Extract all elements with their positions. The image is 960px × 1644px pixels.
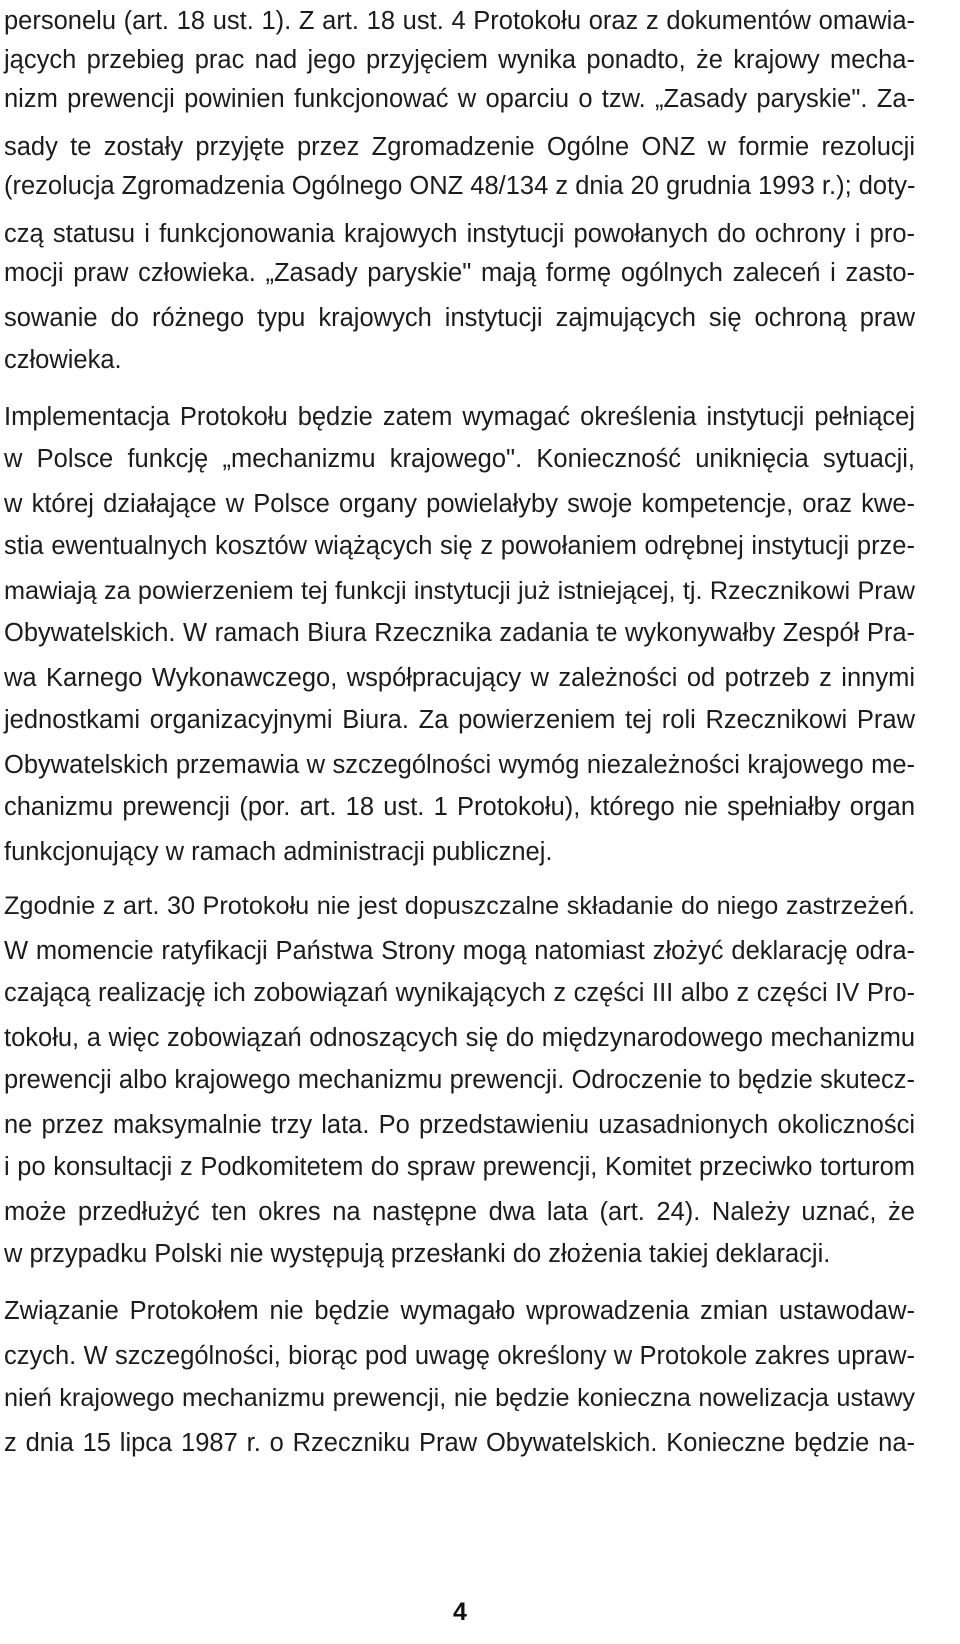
text-line: Związanie Protokołem nie będzie wymagało wprowadzenia zmian ustawodaw- [4,1297,915,1325]
text-line: wa Karnego Wykonawczego, współpracujący w zależności od potrzeb z innymi [4,664,915,692]
text-line: funkcjonujący w ramach administracji publicznej. [4,838,553,866]
text-line: jednostkami organizacyjnymi Biura. Za powierzeniem tej roli Rzecznikowi Praw [4,706,915,734]
text-line: Obywatelskich. W ramach Biura Rzecznika zadania te wykonywałby Zespół Pra- [4,619,915,647]
text-line: Implementacja Protokołu będzie zatem wymagać określenia instytucji pełniącej [4,403,915,431]
text-line: Zgodnie z art. 30 Protokołu nie jest dopuszczalne składanie do niego zastrzeżeń. [4,892,915,920]
text-line: w Polsce funkcję „mechanizmu krajowego". Konieczność uniknięcia sytuacji, [4,445,915,473]
text-line: ne przez maksymalnie trzy lata. Po przedstawieniu uzasadnionych okoliczności [4,1111,915,1139]
text-line: jących przebieg prac nad jego przyjęciem wynika ponadto, że krajowy mecha- [4,46,915,74]
text-line: w której działające w Polsce organy powielałyby swoje kompetencje, oraz kwe- [4,490,915,518]
text-line: chanizmu prewencji (por. art. 18 ust. 1 Protokołu), którego nie spełniałby organ [4,793,915,821]
text-line: nizm prewencji powinien funkcjonować w oparciu o tzw. „Zasady paryskie". Za- [4,85,915,113]
text-line: mawiają za powierzeniem tej funkcji instytucji już istniejącej, tj. Rzecznikowi Praw [4,577,915,605]
text-line: czych. W szczególności, biorąc pod uwagę określony w Protokole zakres upraw- [4,1342,915,1370]
text-line: czającą realizację ich zobowiązań wynikających z części III albo z części IV Pro- [4,979,915,1007]
text-line: czą statusu i funkcjonowania krajowych instytucji powołanych do ochrony i pro- [4,220,915,248]
text-line: mocji praw człowieka. „Zasady paryskie" mają formę ogólnych zaleceń i zasto- [4,259,915,287]
text-line: i po konsultacji z Podkomitetem do spraw prewencji, Komitet przeciwko torturom [4,1153,915,1181]
text-line: prewencji albo krajowego mechanizmu prewencji. Odroczenie to będzie skutecz- [4,1066,915,1094]
text-line: Obywatelskich przemawia w szczególności wymóg niezależności krajowego me- [4,751,915,779]
text-line: z dnia 15 lipca 1987 r. o Rzeczniku Praw Obywatelskich. Konieczne będzie na- [4,1429,915,1457]
text-line: W momencie ratyfikacji Państwa Strony mogą natomiast złożyć deklarację odra- [4,937,915,965]
text-line: człowieka. [4,346,122,374]
text-line: stia ewentualnych kosztów wiążących się z powołaniem odrębnej instytucji prze- [4,532,915,560]
text-line: tokołu, a więc zobowiązań odnoszących się do międzynarodowego mechanizmu [4,1024,915,1052]
text-line: sady te zostały przyjęte przez Zgromadzenie Ogólne ONZ w formie rezolucji [4,133,915,161]
text-line: (rezolucja Zgromadzenia Ogólnego ONZ 48/134 z dnia 20 grudnia 1993 r.); doty- [4,172,916,200]
text-line: nień krajowego mechanizmu prewencji, nie będzie konieczna nowelizacja ustawy [4,1384,915,1412]
text-line: sowanie do różnego typu krajowych instytucji zajmujących się ochroną praw [4,304,915,332]
text-line: w przypadku Polski nie występują przesłanki do złożenia takiej deklaracji. [4,1240,831,1268]
page-number: 4 [453,1598,467,1626]
text-line: personelu (art. 18 ust. 1). Z art. 18 ust. 4 Protokołu oraz z dokumentów omawia- [4,7,915,35]
text-line: może przedłużyć ten okres na następne dwa lata (art. 24). Należy uznać, że [4,1198,915,1226]
